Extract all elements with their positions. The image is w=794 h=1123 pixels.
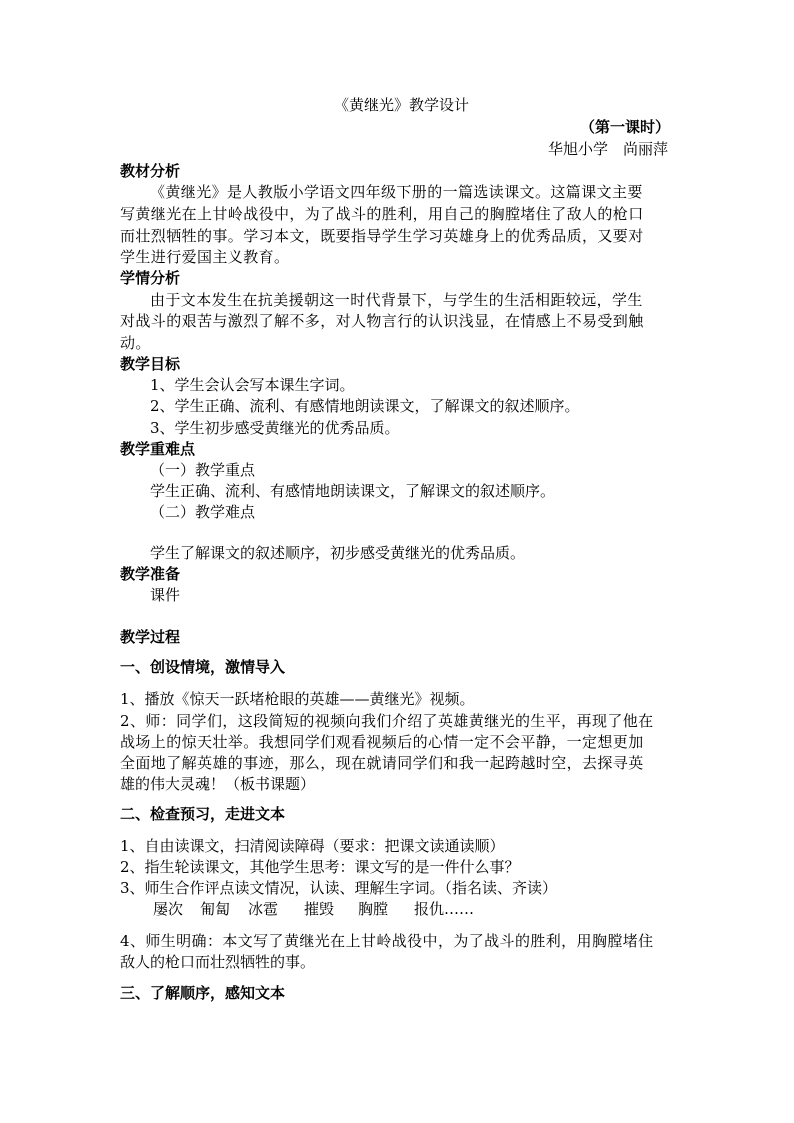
students-line: 由于文本发生在抗美援朝这一时代背景下，与学生的生活相距较远，学生 [150, 291, 643, 309]
process-line: 2、指生轮读课文，其他学生思考：课文写的是一件什么事？ [120, 858, 520, 876]
section-heading-process: 教学过程 [120, 628, 181, 646]
goal-item: 1、学生会认会写本课生字词。 [150, 376, 355, 394]
section-heading-students: 学情分析 [120, 269, 181, 287]
section-heading-keypoints: 教学重难点 [120, 440, 196, 458]
goal-item: 3、学生初步感受黄继光的优秀品质。 [150, 419, 400, 437]
keypoint-text: 学生正确、流利、有感情地朗读课文，了解课文的叙述顺序。 [150, 482, 556, 500]
process-line: 3、师生合作评点读文情况，认读、理解生字词。（指名读、齐读） [120, 879, 558, 897]
keypoint-subheading: （二）教学难点 [150, 503, 256, 521]
process-line: 敌人的枪口而壮烈牺牲的事。 [120, 953, 316, 971]
prep-text: 课件 [150, 586, 181, 604]
process-line: 战场上的惊天壮举。我想同学们观看视频后的心情一定不会平静，一定想更加 [120, 733, 644, 751]
analysis-line: 而壮烈牺牲的事。学习本文，既要指导学生学习英雄身上的优秀品质，又要对 [120, 227, 644, 245]
process-line: 雄的伟大灵魂！（板书课题） [120, 775, 316, 793]
students-line: 动。 [120, 334, 151, 352]
keypoint-text: 学生了解课文的叙述顺序，初步感受黄继光的优秀品质。 [150, 544, 526, 562]
author-line: 华旭小学 尚丽萍 [548, 140, 669, 158]
process-line: 全面地了解英雄的事迹，那么，现在就请同学们和我一起跨越时空，去探寻英 [120, 754, 644, 772]
process-line: 1、自由读课文，扫清阅读障碍（要求：把课文读通读顺） [120, 837, 505, 855]
vocab-word: 摧毁 [304, 900, 335, 918]
section-heading-prep: 教学准备 [120, 565, 181, 583]
vocab-word: 报仇…… [414, 900, 475, 918]
analysis-line: 《黄继光》是人教版小学语文四年级下册的一篇选读课文。这篇课文主要 [150, 183, 643, 201]
process-line: 4、师生明确：本文写了黄继光在上甘岭战役中，为了战斗的胜利，用胸膛堵住 [120, 932, 654, 950]
process-line: 2、师：同学们，这段简短的视频向我们介绍了英雄黄继光的生平，再现了他在 [120, 712, 654, 730]
vocab-word: 冰雹 [248, 900, 279, 918]
document-title: 《黄继光》教学设计 [334, 96, 470, 114]
vocab-word: 胸膛 [358, 900, 389, 918]
section-heading-analysis: 教材分析 [120, 162, 181, 180]
keypoint-subheading: （一）教学重点 [150, 461, 256, 479]
students-line: 对战斗的艰苦与激烈了解不多，对人物言行的认识浅显，在情感上不易受到触 [120, 312, 644, 330]
goal-item: 2、学生正确、流利、有感情地朗读课文，了解课文的叙述顺序。 [150, 397, 580, 415]
process-part-heading: 三、了解顺序，感知文本 [120, 984, 286, 1002]
section-heading-goals: 教学目标 [120, 355, 181, 373]
process-line: 1、播放《惊天一跃堵枪眼的英雄——黄继光》视频。 [120, 690, 475, 708]
lesson-label: （第一课时） [580, 118, 671, 136]
process-part-heading: 二、检查预习，走进文本 [120, 805, 286, 823]
vocab-word: 匍匐 [200, 900, 231, 918]
vocab-word: 屡次 [153, 900, 184, 918]
process-part-heading: 一、创设情境，激情导入 [120, 658, 286, 676]
analysis-line: 写黄继光在上甘岭战役中，为了战斗的胜利，用自己的胸膛堵住了敌人的枪口 [120, 205, 644, 223]
analysis-line: 学生进行爱国主义教育。 [120, 248, 290, 266]
